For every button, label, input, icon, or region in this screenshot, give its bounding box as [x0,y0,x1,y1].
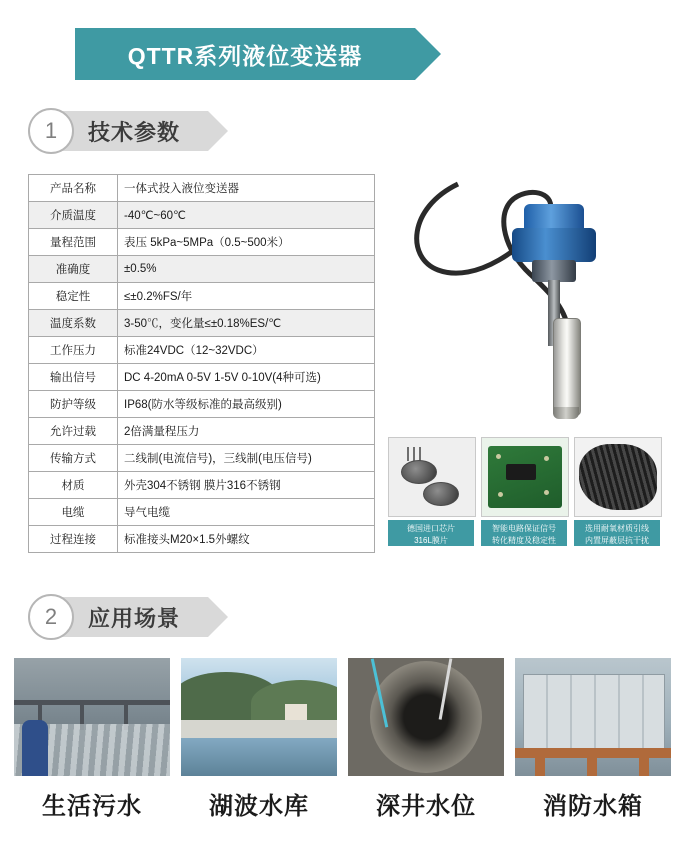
spec-key: 准确度 [29,256,118,283]
reservoir-photo [181,658,337,776]
spec-value: 外壳304不锈钢 膜片316不锈钢 [118,472,375,499]
section-bar-2 [62,597,208,637]
scene-label: 消防水箱 [543,793,643,820]
table-row [29,364,375,391]
section-header-tech [28,108,208,154]
banner-arrow-icon [415,28,441,80]
feature-caption: 德国进口芯片 316L膜片 [388,520,474,546]
product-photo [388,168,664,433]
scene-label: 生活污水 [42,793,142,820]
transmitter-body [512,228,596,262]
spec-table [28,174,375,553]
scene-item [181,658,337,821]
spec-value: -40℃~60℃ [118,202,375,229]
sensor-cap [553,407,579,419]
feature-item [481,437,567,546]
spec-key: 温度系数 [29,310,118,337]
spec-value: 表压 5kPa~5MPa（0.5~500米） [118,229,375,256]
spec-key: 防护等级 [29,391,118,418]
table-row [29,391,375,418]
scene-label: 湖波水库 [209,793,309,820]
scene-item [348,658,504,821]
section-bar-1 [62,111,208,151]
spec-key: 允许过载 [29,418,118,445]
table-row [29,337,375,364]
table-row [29,229,375,256]
table-row [29,310,375,337]
page-title: QTTR系列液位变送器 [127,42,363,69]
spec-key: 产品名称 [29,175,118,202]
transmitter-head [524,204,584,230]
spec-key: 工作压力 [29,337,118,364]
sensor-probe [553,318,581,416]
scene-list [14,658,670,821]
table-row [29,175,375,202]
section-arrow-icon-1 [208,111,228,151]
spec-key: 稳定性 [29,283,118,310]
section-header-scenes [28,594,208,640]
spec-value: ±0.5% [118,256,375,283]
section-title-2: 应用场景 [88,605,181,631]
feature-caption: 选用耐氧材质引线 内置屏蔽层抗干扰 [574,520,660,546]
section-number-1: 1 [28,108,74,154]
table-row [29,472,375,499]
deep-well-photo [348,658,504,776]
fire-water-tank-photo [515,658,671,776]
feature-caption: 智能电路保证信号 转化精度及稳定性 [481,520,567,546]
feature-item [574,437,660,546]
scene-label: 深井水位 [376,793,476,820]
section-title-1: 技术参数 [88,119,181,145]
spec-value: 二线制(电流信号)，三线制(电压信号) [118,445,375,472]
spec-key: 电缆 [29,499,118,526]
spec-value: 3-50℃，变化量≤±0.18%ES/℃ [118,310,375,337]
transmitter-housing [506,204,602,276]
table-row [29,283,375,310]
spec-key: 传输方式 [29,445,118,472]
scene-item [14,658,170,821]
spec-value: ≤±0.2%FS/年 [118,283,375,310]
spec-value: 一体式投入液位变送器 [118,175,375,202]
table-row [29,499,375,526]
table-row [29,418,375,445]
cable-bundle-icon [574,437,662,517]
section-arrow-icon-2 [208,597,228,637]
spec-value: DC 4-20mA 0-5V 1-5V 0-10V(4种可选) [118,364,375,391]
spec-key: 过程连接 [29,526,118,553]
chip-icon [388,437,476,517]
spec-key: 输出信号 [29,364,118,391]
spec-key: 材质 [29,472,118,499]
spec-value: IP68(防水等级标准的最高级别) [118,391,375,418]
table-row [29,526,375,553]
spec-value: 2倍满量程压力 [118,418,375,445]
spec-value: 标准24VDC（12~32VDC） [118,337,375,364]
spec-value: 导气电缆 [118,499,375,526]
spec-key: 介质温度 [29,202,118,229]
table-row [29,202,375,229]
feature-item [388,437,474,546]
table-row [29,445,375,472]
scene-item [515,658,671,821]
spec-key: 量程范围 [29,229,118,256]
spec-value: 标准接头M20×1.5外螺纹 [118,526,375,553]
circuit-board-icon [481,437,569,517]
page-title-banner [75,28,415,80]
sewage-photo [14,658,170,776]
section-number-2: 2 [28,594,74,640]
table-row [29,256,375,283]
transmitter-base [532,260,576,282]
feature-list [388,437,660,546]
